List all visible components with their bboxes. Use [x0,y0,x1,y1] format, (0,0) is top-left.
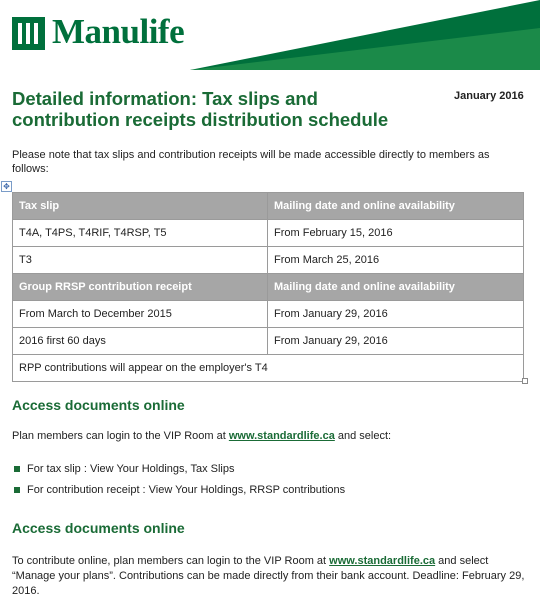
standardlife-link[interactable]: www.standardlife.ca [228,430,335,442]
standardlife-link[interactable]: www.standardlife.ca [329,555,436,567]
table-cell: Tax slip [13,193,268,220]
header [0,0,540,70]
table-resize-handle[interactable] [522,378,528,384]
section1-text-after: and select: [334,430,392,442]
header-banner [190,0,540,70]
table-cell: From January 29, 2016 [268,328,524,355]
table-cell: From January 29, 2016 [268,301,524,328]
table-cell: RPP contributions will appear on the employer's T4 [13,355,524,382]
bullet-square-icon [14,466,20,472]
table-row [13,301,524,328]
list-item [14,484,345,496]
table-cell: From February 15, 2016 [268,220,524,247]
table-row [13,355,524,382]
table-row [13,328,524,355]
logo-text: Manulife [52,12,185,51]
manulife-mark-icon [12,17,45,50]
table-row [13,247,524,274]
distribution-table [12,192,524,382]
table-cell: From March to December 2015 [13,301,268,328]
intro-text: Please note that tax slips and contribution receipts will be made accessible directly to members as follows: [12,149,490,175]
section2-text-before: To contribute online, plan members can login to the VIP Room at [12,555,330,567]
table-header-row [13,274,524,301]
list-item-text: For tax slip : View Your Holdings, Tax Slips [27,463,235,475]
section-heading: Access documents online [12,397,185,413]
table-cell: Mailing date and online availability [268,193,524,220]
table-cell: 2016 first 60 days [13,328,268,355]
section2-text [12,554,527,599]
section1-text-before: Plan members can login to the VIP Room at [12,430,229,442]
section2-text-after: and select “Manage your plans”. Contributions can be made directly from their bank account. Deadline: February 29, 2016. [12,555,525,597]
bullet-square-icon [14,487,20,493]
table-cell: T4A, T4PS, T4RIF, T4RSP, T5 [13,220,268,247]
table-row [13,220,524,247]
table-header-row [13,193,524,220]
section-heading: Access documents online [12,520,185,536]
page-title: Detailed information: Tax slips and contribution receipts distribution schedule [12,88,389,130]
list-item-text: For contribution receipt : View Your Holdings, RRSP contributions [27,484,346,496]
table-cell: Mailing date and online availability [268,274,524,301]
table-cell: T3 [13,247,268,274]
section1-text [12,429,527,443]
table-cell: Group RRSP contribution receipt [13,274,268,301]
table-cell: From March 25, 2016 [268,247,524,274]
list-item [14,463,234,475]
table-move-handle-icon[interactable]: ✥ [1,181,12,192]
document-date: January 2016 [454,90,524,102]
